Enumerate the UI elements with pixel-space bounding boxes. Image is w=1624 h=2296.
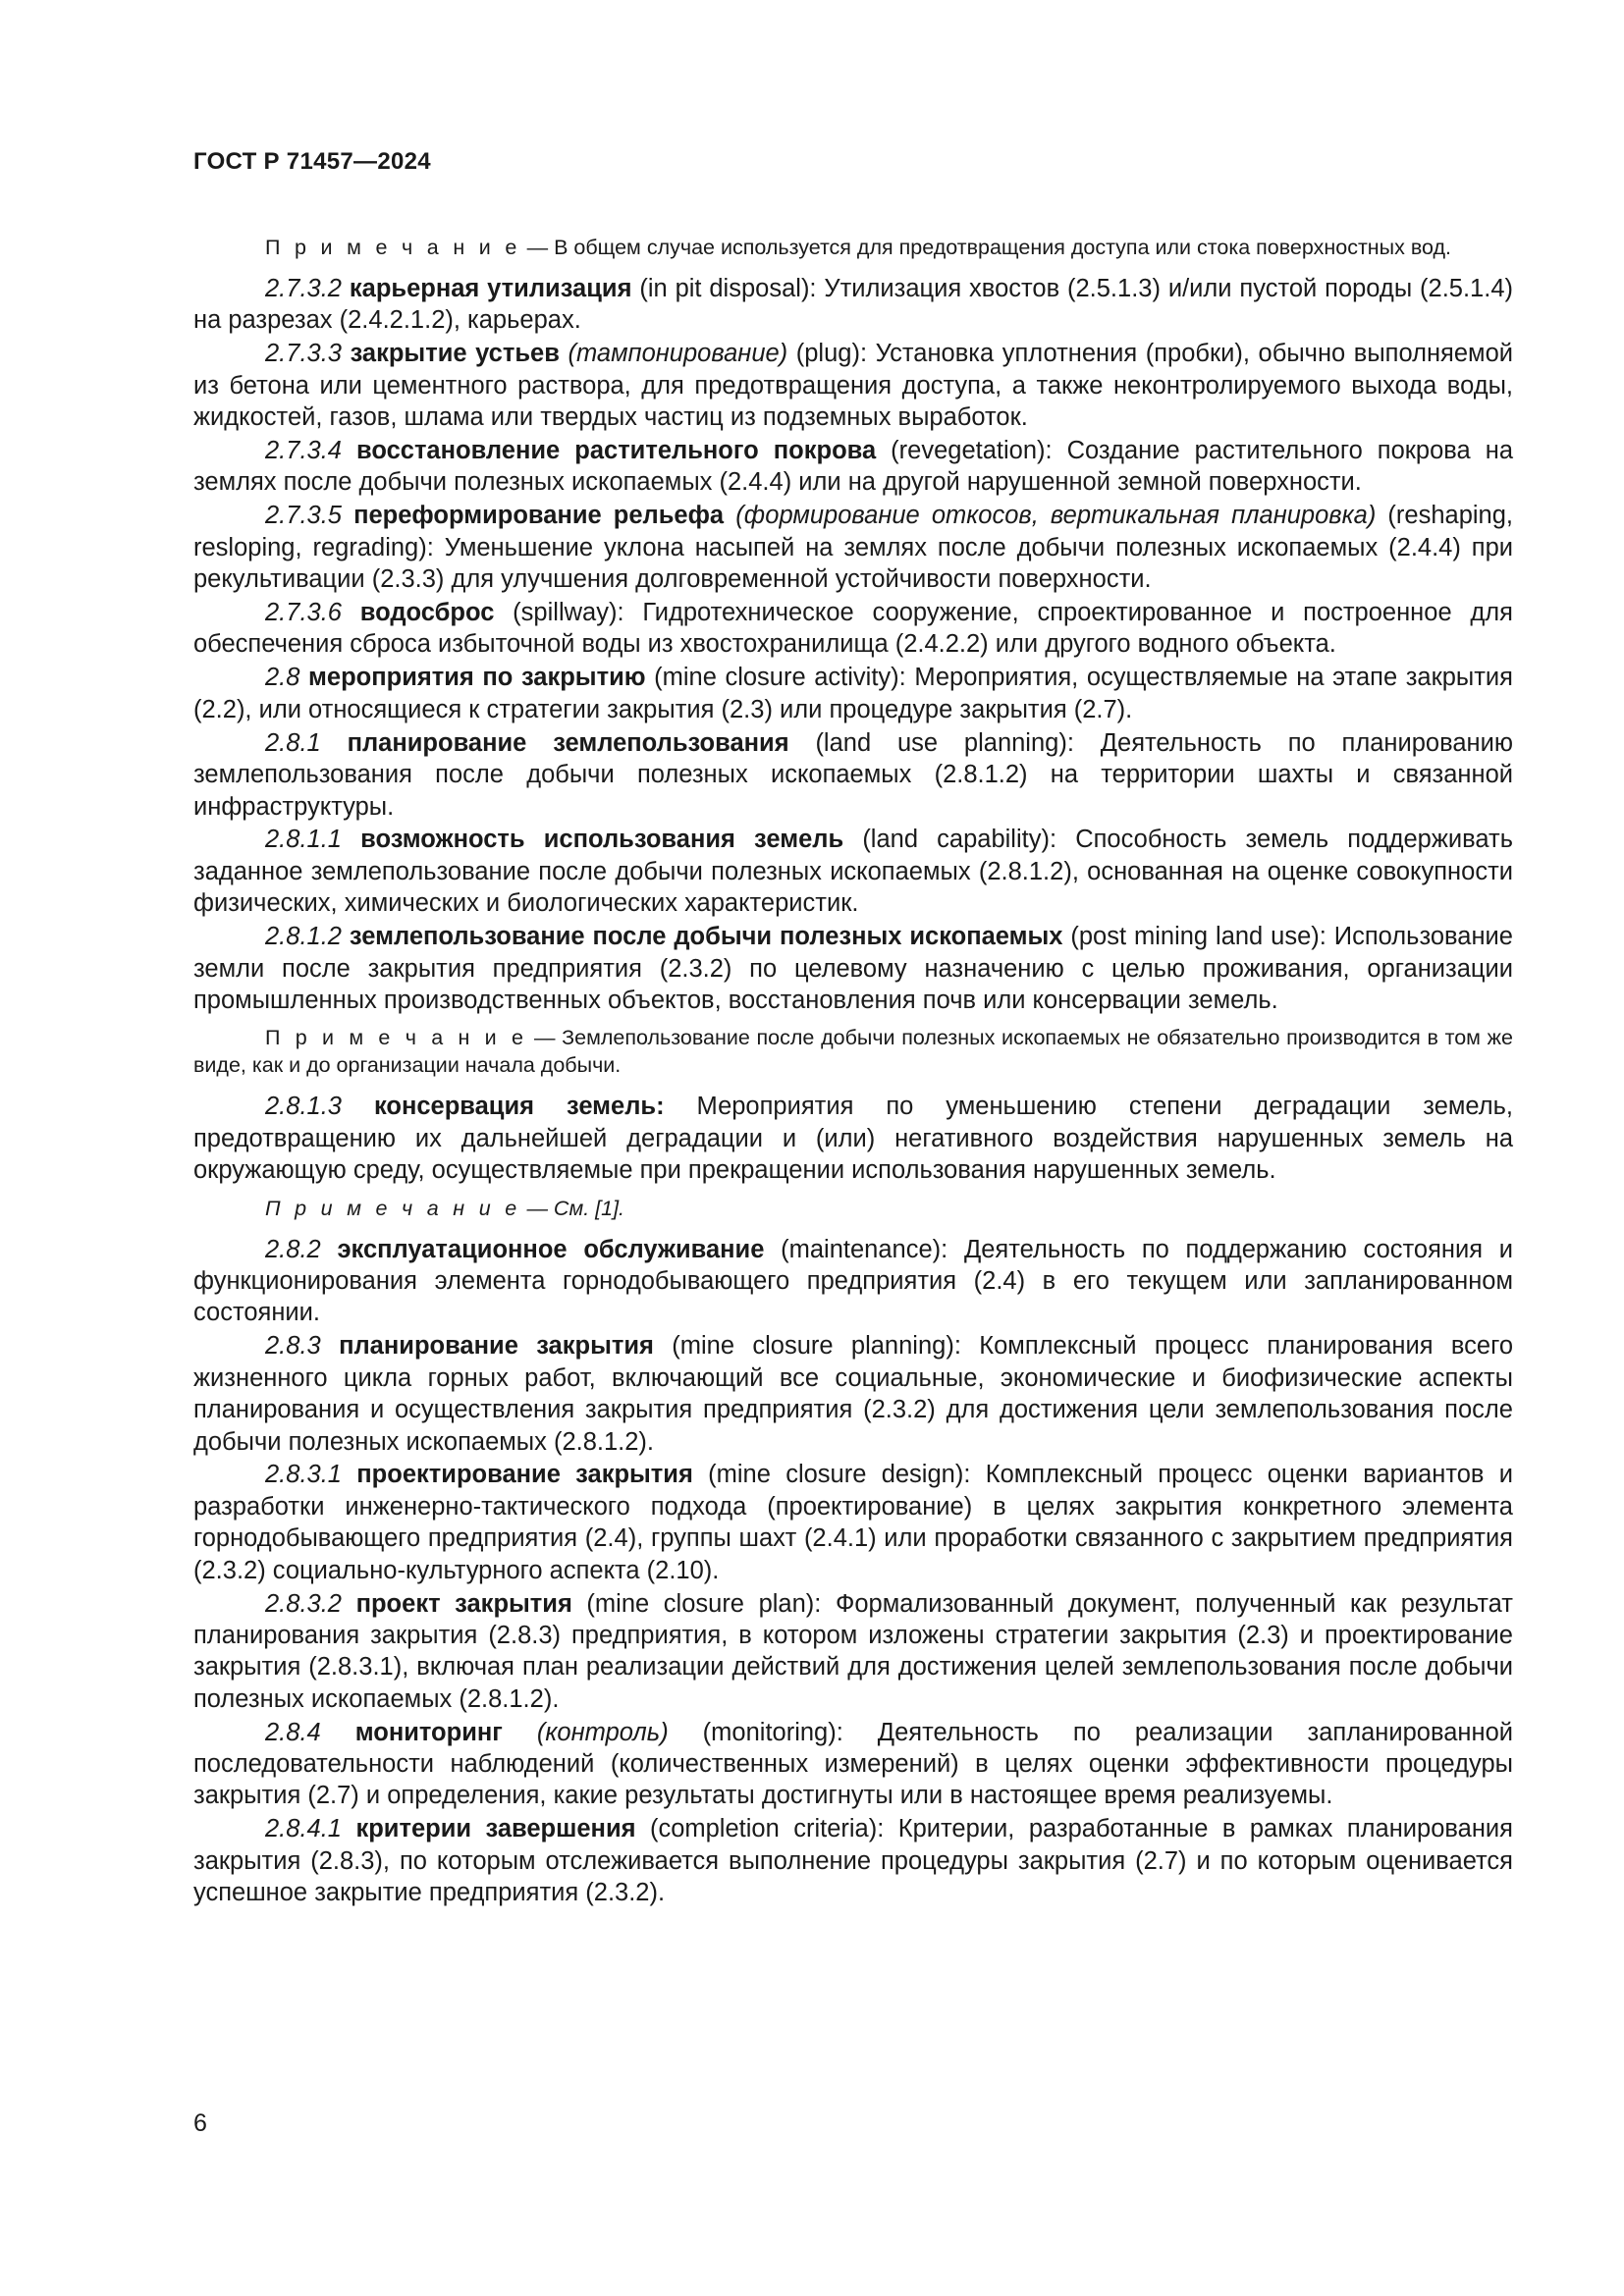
entry-term: проектирование закрытия: [356, 1461, 693, 1489]
entry-number: 2.8: [265, 664, 300, 692]
entry-definition: Деятельность по планированию землепользования после добычи полезных ископаемых (2.8.1.2) на территории шахты и связанной инфраструктуры.: [193, 728, 1513, 821]
document-body: [193, 226, 1513, 1910]
entry-english-term: (revegetation):: [876, 437, 1053, 465]
entry-english-term: (mine closure activity):: [645, 664, 906, 692]
entry-definition: Уменьшение уклона насыпей на землях после добычи полезных ископаемых (2.4.4) при рекультивации (2.3.3) для улучшения долговременной устойчивости поверхности.: [193, 533, 1514, 594]
entry-number: 2.7.3.2: [265, 275, 342, 302]
entry-number: 2.7.3.6: [265, 599, 342, 627]
entry-term: эксплуатационное обслуживание: [337, 1235, 765, 1263]
entry-number: 2.8.3.1: [265, 1461, 342, 1489]
term-entry: [193, 1330, 1513, 1458]
entry-term: мероприятия по закрытию: [308, 664, 646, 692]
entry-definition: Комплексный процесс планирования всего жизненного цикла горных работ, включающий все социальные, экономические и биофизические аспекты планирования и осуществления закрытия предприятия (2.3.2) для достижения цели землепользования после добычи полезных ископаемых (2.8.1.2).: [193, 1332, 1513, 1456]
entry-definition: Способность земель поддерживать заданное землепользование после добычи полезных ископаемых (2.8.1.2), основанная на оценке совокупности физических, химических и биологических характеристик.: [193, 826, 1514, 918]
entry-number: 2.7.3.5: [265, 502, 342, 530]
term-entry: [193, 273, 1513, 337]
entry-english-term: (completion criteria):: [635, 1815, 885, 1843]
term-entry: [193, 597, 1513, 661]
entry-definition: Деятельность по реализации запланированной последовательности наблюдений (количественных измерений) в целях оценки эффективности процедуры закрытия (2.7) и определения, какие результаты достигнуты или в настоящее время реализуемы.: [193, 1718, 1513, 1810]
term-entry: [193, 727, 1513, 823]
entry-term: планирование землепользования: [347, 728, 789, 757]
term-entry: [193, 435, 1513, 499]
entry-english-term: (monitoring):: [668, 1718, 843, 1746]
entry-term: закрытие устьев: [350, 340, 560, 368]
entry-number: 2.8.1.3: [265, 1093, 342, 1121]
entry-number: 2.8.3: [265, 1332, 321, 1361]
entry-number: 2.8.4: [265, 1718, 321, 1746]
entry-number: 2.8.3.2: [265, 1589, 342, 1618]
entry-english-term: (land capability):: [843, 826, 1057, 854]
entry-definition: Комплексный процесс оценки вариантов и разработки инженерно-тактического подхода (проектирование) в целях закрытия конкретного элемента горнодобывающего предприятия (2.4), группы шахт (2.4.1) или проработки связанного с закрытием предприятия (2.3.2) социально-культурного аспекта (2.10).: [193, 1461, 1513, 1584]
entry-english-term: (mine closure design):: [692, 1461, 971, 1489]
note: [193, 1195, 1513, 1222]
note: [193, 1024, 1513, 1079]
entry-english-term: (mine closure planning):: [653, 1332, 961, 1361]
entry-english-term: (plug):: [787, 340, 868, 368]
entry-definition: Мероприятия, осуществляемые на этапе закрытия (2.2), или относящиеся к стратегии закрытия (2.3) или процедуре закрытия (2.7).: [193, 664, 1513, 723]
entry-term: водосброс: [359, 599, 495, 627]
entry-term-synonym: (тампонирование): [559, 340, 788, 368]
entry-definition: Создание растительного покрова на землях после добычи полезных ископаемых (2.4.4) или на другой нарушенной земной поверхности.: [193, 437, 1513, 497]
term-entry: [193, 1717, 1513, 1812]
entry-definition: Установка уплотнения (пробки), обычно выполняемой из бетона или цементного раствора, для предотвращения доступа, а также неконтролируемого выхода воды, жидкостей, газов, шлама или твердых частиц из подземных выработок.: [193, 340, 1513, 432]
entry-definition: Гидротехническое сооружение, спроектированное и построенное для обеспечения сброса избыточной воды из хвостохранилища (2.4.2.2) или другого водного объекта.: [193, 599, 1513, 659]
entry-term: карьерная утилизация: [349, 275, 632, 302]
entry-term: переформирование рельефа: [353, 502, 725, 530]
entry-definition: Утилизация хвостов (2.5.1.3) и/или пустой породы (2.5.1.4) на разрезах (2.4.2.1.2), карьерах.: [193, 275, 1513, 335]
note-label: П р и м е ч а н и е: [265, 1196, 521, 1220]
entry-term: мониторинг: [354, 1718, 503, 1746]
entry-term: землепользование после добычи полезных ископаемых: [349, 923, 1063, 951]
entry-number: 2.8.1.1: [265, 826, 342, 854]
entry-number: 2.7.3.4: [265, 437, 342, 465]
term-entry: [193, 921, 1513, 1016]
entry-term: планирование закрытия: [339, 1332, 654, 1361]
entry-english-term: (reshaping, resloping, regrading):: [193, 502, 1513, 561]
entry-definition: Мероприятия по уменьшению степени деградации земель, предотвращению их дальнейшей деградации и (или) негативного воздействия нарушенных земель на окружающую среду, осуществляемые при прекращении использования нарушенных земель.: [193, 1093, 1513, 1185]
entry-definition: Критерии, разработанные в рамках планирования закрытия (2.8.3), по которым отслеживается выполнение процедуры закрытия (2.7) и по которым оценивается успешное закрытие предприятия (2.3.2).: [193, 1815, 1513, 1907]
entry-number: 2.7.3.3: [265, 340, 342, 368]
entry-english-term: (in pit disposal):: [631, 275, 817, 302]
entry-definition: Деятельность по поддержанию состояния и функционирования элемента горнодобывающего предприятия (2.4) в его текущем или запланированном состоянии.: [193, 1235, 1513, 1327]
entry-english-term: (spillway):: [494, 599, 624, 627]
entry-number: 2.8.1.2: [265, 923, 342, 951]
document-id-header: ГОСТ Р 71457—2024: [193, 148, 431, 175]
entry-definition: Использование земли после закрытия предприятия (2.3.2) по целевому назначению с целью проживания, организации промышленных производственных объектов, восстановления почв или консервации земель.: [193, 923, 1513, 1014]
note-text: — Землепользование после добычи полезных ископаемых не обязательно производится в том же виде, как и до организации начала добычи.: [193, 1026, 1513, 1078]
term-entry: [193, 824, 1513, 919]
entry-term: критерии завершения: [355, 1815, 636, 1843]
note-text: — В общем случае используется для предотвращения доступа или стока поверхностных вод.: [520, 236, 1452, 259]
term-entry: [193, 338, 1513, 433]
entry-term-synonym: (контроль): [502, 1718, 669, 1746]
entry-number: 2.8.4.1: [265, 1815, 342, 1843]
term-entry: [193, 1588, 1513, 1716]
page-number: 6: [193, 2109, 207, 2137]
entry-term: возможность использования земель: [360, 826, 844, 854]
entry-term: консервация земель:: [373, 1093, 665, 1121]
entry-number: 2.8.2: [265, 1235, 321, 1263]
term-entry: [193, 1091, 1513, 1186]
entry-definition: Формализованный документ, полученный как результат планирования закрытия (2.8.3) предприятия, в котором изложены стратегии закрытия (2.3) и проектирование закрытия (2.8.3.1), включая план реализации действий для достижения целей землепользования после добычи полезных ископаемых (2.8.1.2).: [193, 1589, 1513, 1713]
entry-english-term: (post mining land use):: [1062, 923, 1326, 951]
note-text: — См. [1].: [520, 1196, 625, 1220]
note-label: П р и м е ч а н и е: [265, 236, 521, 259]
term-entry: [193, 500, 1513, 595]
entry-english-term: (maintenance):: [764, 1235, 948, 1263]
entry-number: 2.8.1: [265, 728, 321, 757]
entry-term: восстановление растительного покрова: [356, 437, 877, 465]
entry-english-term: (land use planning):: [788, 728, 1074, 757]
note: [193, 234, 1513, 261]
term-entry: [193, 1459, 1513, 1586]
entry-term-synonym: (формирование откосов, вертикальная планировка): [724, 502, 1377, 530]
note-label: П р и м е ч а н и е: [265, 1026, 528, 1050]
entry-term: проект закрытия: [355, 1589, 572, 1618]
entry-english-term: (mine closure plan):: [571, 1589, 822, 1618]
term-entry: [193, 1234, 1513, 1329]
term-entry: [193, 1813, 1513, 1908]
term-entry: [193, 662, 1513, 725]
